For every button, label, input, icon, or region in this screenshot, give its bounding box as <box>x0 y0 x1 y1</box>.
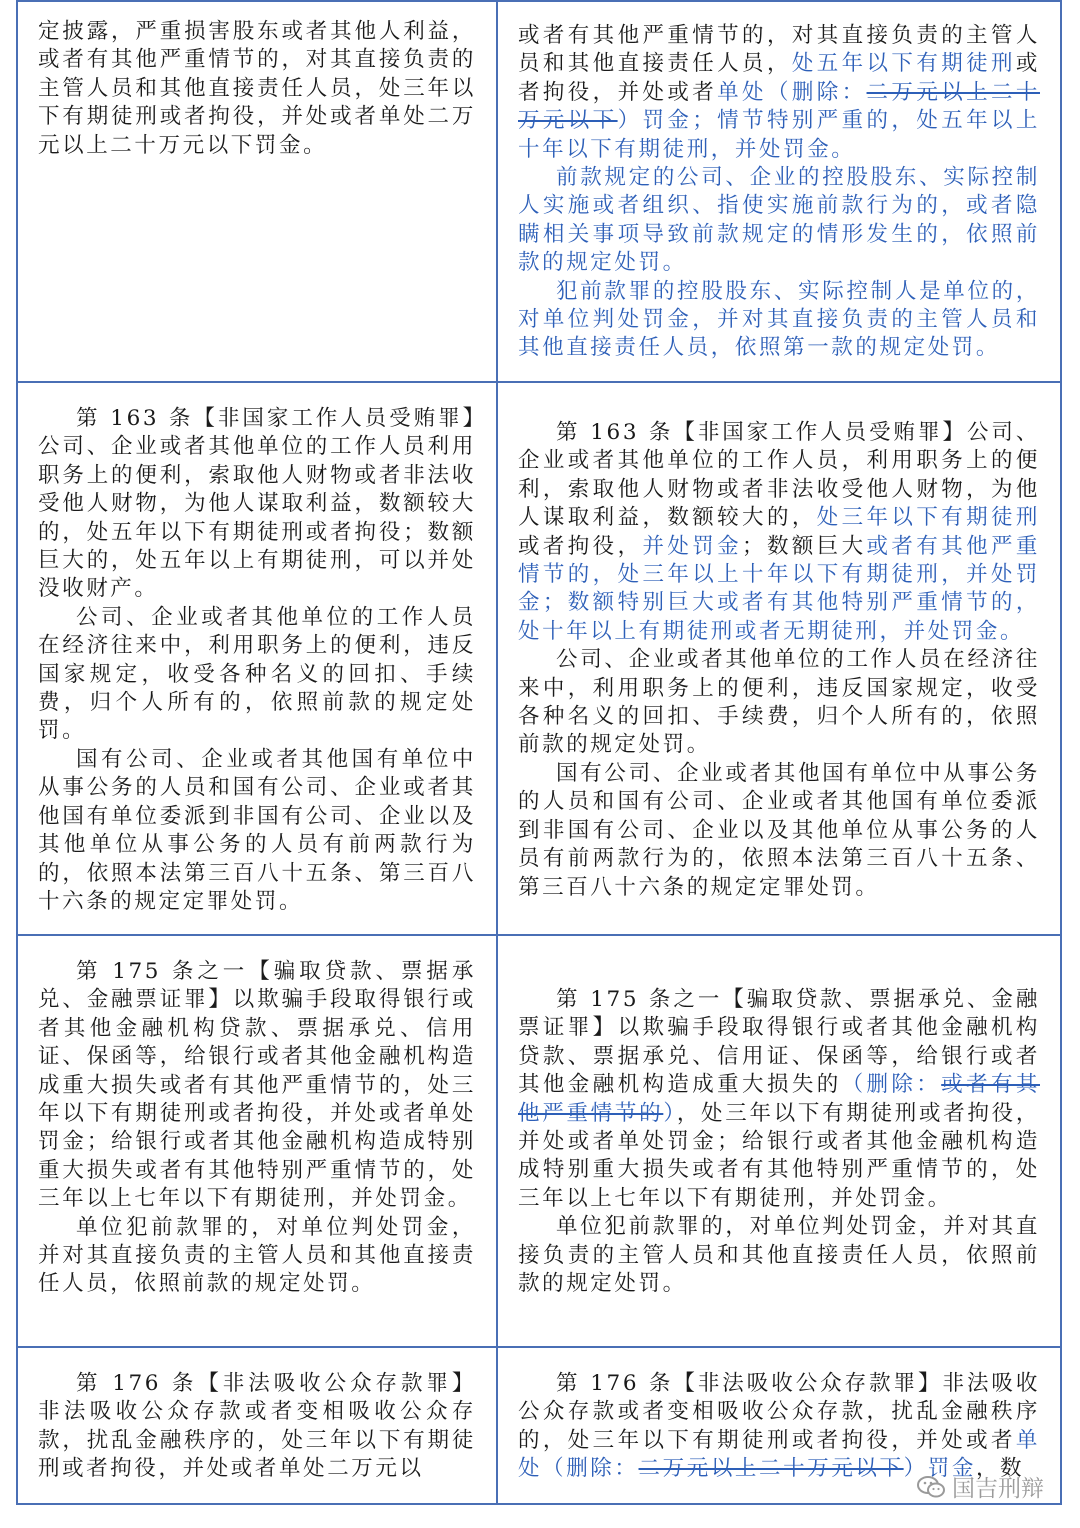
r3-right-p2: 单位犯前款罪的，对单位判处罚金，并对其直接负责的主管人员和其他直接责任人员，依照前款的规定处罚。 <box>518 1214 1040 1297</box>
r2-left-p2: 公司、企业或者其他单位的工作人员在经济往来中，利用职务上的便利，违反国家规定，收受各种名义的回扣、手续费，归个人所有的，依照前款的规定处罚。 <box>38 604 476 744</box>
r2-right-cell <box>496 383 1062 936</box>
wechat-logo-icon <box>916 1475 946 1499</box>
watermark-text: 国吉刑辩 <box>952 1476 1044 1502</box>
r3-right-p1: 第 175 条之一【骗取贷款、票据承兑、金融票证罪】以欺骗手段取得银行或者其他金融机构贷款、票据承兑、信用证、保函等，给银行或者其他金融机构造成重大损失的（删除：或者有其他严重情节的），处三年以下有期徒刑或者拘役，并处或者单处罚金；给银行或者其他金融机构造成特别重大损失或者有其他特别严重情节的，处三年以上七年以下有期徒刑，并处罚金。 <box>518 987 1040 1211</box>
r1-right-p2: 前款规定的公司、企业的控股股东、实际控制人实施或者组织、指使实施前款行为的，或者隐瞒相关事项导致前款规定的情形发生的，依照前款的规定处罚。 <box>518 165 1040 276</box>
watermark <box>916 1470 1044 1503</box>
r1-left-cell <box>16 0 496 383</box>
r3-left-p2: 单位犯前款罪的，对单位判处罚金，并对其直接负责的主管人员和其他直接责任人员，依照前款的规定处罚。 <box>38 1214 476 1297</box>
deleted-text: 二万元以上二十万元以下 <box>518 79 1040 134</box>
r3-left-cell <box>16 936 496 1348</box>
r2-left-p3: 国有公司、企业或者其他国有单位中从事公务的人员和国有公司、企业或者其他国有单位委派到非国有公司、企业以及其他单位从事公务的人员有前两款行为的，依照本法第三百八十五条、第三百八十六条的规定定罪处罚。 <box>38 746 476 914</box>
r2-right-p3: 国有公司、企业或者其他国有单位中从事公务的人员和国有公司、企业或者其他国有单位委派到非国有公司、企业以及其他单位从事公务的人员有前两款行为的，依照本法第三百八十五条、第三百八十六条的规定定罪处罚。 <box>518 760 1040 900</box>
r2-left-p1: 第 163 条【非国家工作人员受贿罪】公司、企业或者其他单位的工作人员利用职务上的便利，索取他人财物或者非法收受他人财物，为他人谋取利益，数额较大的，处五年以下有期徒刑或者拘役；数额巨大的，处五年以上有期徒刑，可以并处没收财产。 <box>38 406 476 602</box>
r3-left-p1: 第 175 条之一【骗取贷款、票据承兑、金融票证罪】以欺骗手段取得银行或者其他金融机构贷款、票据承兑、信用证、保函等，给银行或者其他金融机构造成重大损失或者有其他严重情节的，处三年以下有期徒刑或者拘役，并处或者单处罚金；给银行或者其他金融机构造成特别重大损失或者有其他特别严重情节的，处三年以上七年以下有期徒刑，并处罚金。 <box>38 959 476 1212</box>
r4-left-cell <box>16 1348 496 1505</box>
deleted-text: 二万元以上二十万元以下 <box>638 1456 904 1482</box>
comparison-table <box>16 0 1062 1505</box>
r2-right-p2: 公司、企业或者其他单位的工作人员在经济往来中，利用职务上的便利，违反国家规定，收受各种名义的回扣、手续费，归个人所有的，依照前款的规定处罚。 <box>518 647 1040 758</box>
r3-right-cell <box>496 936 1062 1348</box>
r1-right-cell <box>496 0 1062 383</box>
r2-right-p1: 第 163 条【非国家工作人员受贿罪】公司、企业或者其他单位的工作人员，利用职务上的便利，索取他人财物或者非法收受他人财物，为他人谋取利益，数额较大的，处三年以下有期徒刑或者拘役，并处罚金；数额巨大或者有其他严重情节的，处三年以上十年以下有期徒刑，并处罚金；数额特别巨大或者有其他特别严重情节的，处十年以上有期徒刑或者无期徒刑，并处罚金。 <box>518 420 1041 644</box>
r4-left-p1: 第 176 条【非法吸收公众存款罪】非法吸收公众存款或者变相吸收公众存款，扰乱金融秩序的，处三年以下有期徒刑或者拘役，并处或者单处二万元以 <box>38 1371 476 1482</box>
r1-right-p1: 或者有其他严重情节的，对其直接负责的主管人员和其他直接责任人员，处五年以下有期徒刑或者拘役，并处或者单处（删除：二万元以上二十万元以下）罚金；情节特别严重的，处五年以上十年以下有期徒刑，并处罚金。 <box>518 23 1041 162</box>
r1-left-text: 定披露，严重损害股东或者其他人利益，或者有其他严重情节的，对其直接负责的主管人员和其他直接责任人员，处三年以下有期徒刑或者拘役，并处或者单处二万元以上二十万元以下罚金。 <box>38 19 476 158</box>
r1-right-p3: 犯前款罪的控股股东、实际控制人是单位的，对单位判处罚金，并对其直接负责的主管人员和其他直接责任人员，依照第一款的规定处罚。 <box>518 278 1040 361</box>
r2-left-cell <box>16 383 496 936</box>
deleted-text: 或者有其他严重情节的 <box>518 1072 1040 1126</box>
r4-right-p1: 第 176 条【非法吸收公众存款罪】非法吸收公众存款或者变相吸收公众存款，扰乱金融秩序的，处三年以下有期徒刑或者拘役，并处或者单处（删除：二万元以上二十万元以下）罚金，数 <box>518 1371 1040 1482</box>
